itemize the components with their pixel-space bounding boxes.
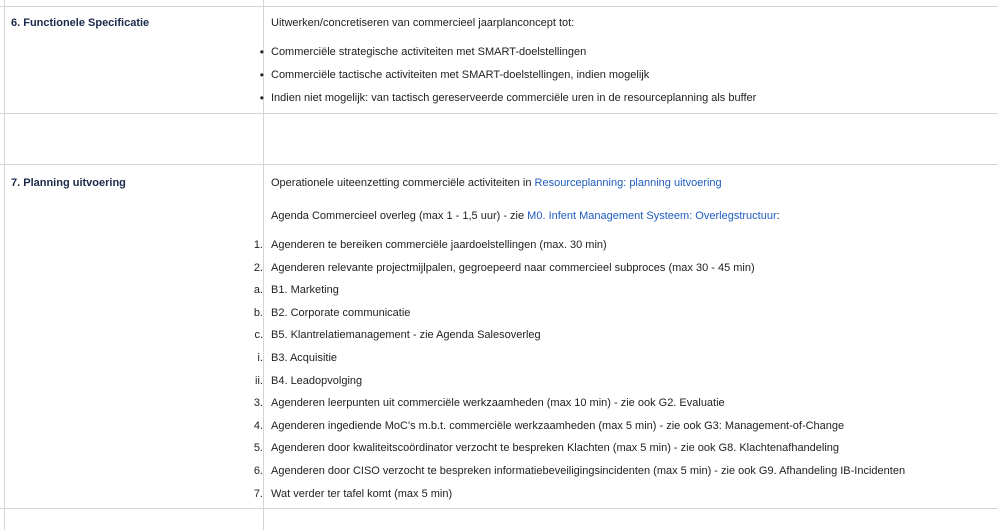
agenda-text: Agenda Commercieel overleg (max 1 - 1,5 uur) - zie bbox=[271, 210, 528, 222]
row-divider bbox=[0, 6, 998, 7]
list-item-marker: 5. bbox=[253, 442, 263, 454]
list-item-marker: 7. bbox=[253, 488, 263, 500]
list-item: Agenderen te bereiken commerciële jaardoelstellingen (max. 30 min) bbox=[271, 239, 607, 251]
bullet-marker: • bbox=[259, 45, 264, 59]
agenda-line bbox=[271, 208, 780, 224]
bullet-item: Indien niet mogelijk: van tactisch gereserveerde commerciële uren in de resourceplanning als buffer bbox=[271, 92, 757, 104]
bullet-marker: • bbox=[259, 91, 264, 105]
list-item-marker: 2. bbox=[253, 262, 263, 274]
bullet-item: Commerciële strategische activiteiten met SMART-doelstellingen bbox=[271, 46, 587, 58]
row-divider bbox=[0, 508, 998, 509]
section-intro: Uitwerken/concretiseren van commercieel jaarplanconcept tot: bbox=[271, 17, 575, 29]
bullet-marker: • bbox=[259, 68, 264, 82]
list-item: Agenderen leerpunten uit commerciële werkzaamheden (max 10 min) - zie ook G2. Evaluatie bbox=[271, 397, 725, 409]
list-item: B2. Corporate communicatie bbox=[271, 307, 411, 319]
list-item: Wat verder ter tafel komt (max 5 min) bbox=[271, 488, 453, 500]
section-label-functionele-specificatie: 6. Functionele Specificatie bbox=[11, 17, 150, 29]
bullet-item: Commerciële tactische activiteiten met SMART-doelstellingen, indien mogelijk bbox=[271, 69, 650, 81]
section-label-planning-uitvoering: 7. Planning uitvoering bbox=[11, 177, 126, 189]
operational-text: Operationele uiteenzetting commerciële activiteiten in bbox=[271, 177, 535, 189]
resourceplanning-link[interactable]: Resourceplanning: planning uitvoering bbox=[534, 177, 722, 189]
list-item-marker: ii. bbox=[255, 375, 263, 387]
list-item: Agenderen relevante projectmijlpalen, gegroepeerd naar commercieel subproces (max 30 - 45 min) bbox=[271, 262, 755, 274]
list-item-marker: 4. bbox=[253, 420, 263, 432]
left-border bbox=[4, 0, 5, 530]
list-item-marker: 1. bbox=[253, 239, 263, 251]
list-item: Agenderen door kwaliteitscoördinator verzocht te bespreken Klachten (max 5 min) - zie ook G8. Klachtenafhandeling bbox=[271, 442, 840, 454]
overlegstructuur-link[interactable]: M0. Infent Management Systeem: Overlegstructuur bbox=[527, 210, 777, 222]
list-item: B4. Leadopvolging bbox=[271, 375, 363, 387]
list-item-marker: i. bbox=[257, 352, 263, 364]
list-item-marker: a. bbox=[253, 284, 263, 296]
operational-line bbox=[271, 175, 722, 191]
list-item: B1. Marketing bbox=[271, 284, 339, 296]
list-item: Agenderen door CISO verzocht te bespreken informatiebeveiligingsincidenten (max 5 min) - zie ook G9. Afhandeling IB-Incidenten bbox=[271, 465, 906, 477]
list-item: B3. Acquisitie bbox=[271, 352, 338, 364]
row-divider bbox=[0, 164, 998, 165]
list-item-marker: 3. bbox=[253, 397, 263, 409]
list-item-marker: c. bbox=[254, 329, 263, 341]
list-item: Agenderen ingediende MoC's m.b.t. commerciële werkzaamheden (max 5 min) - zie ook G3: Management-of-Change bbox=[271, 420, 845, 432]
list-item-marker: 6. bbox=[253, 465, 263, 477]
agenda-suffix: : bbox=[776, 210, 780, 222]
list-item: B5. Klantrelatiemanagement - zie Agenda Salesoverleg bbox=[271, 329, 541, 341]
row-divider bbox=[0, 113, 998, 114]
list-item-marker: b. bbox=[253, 307, 263, 319]
